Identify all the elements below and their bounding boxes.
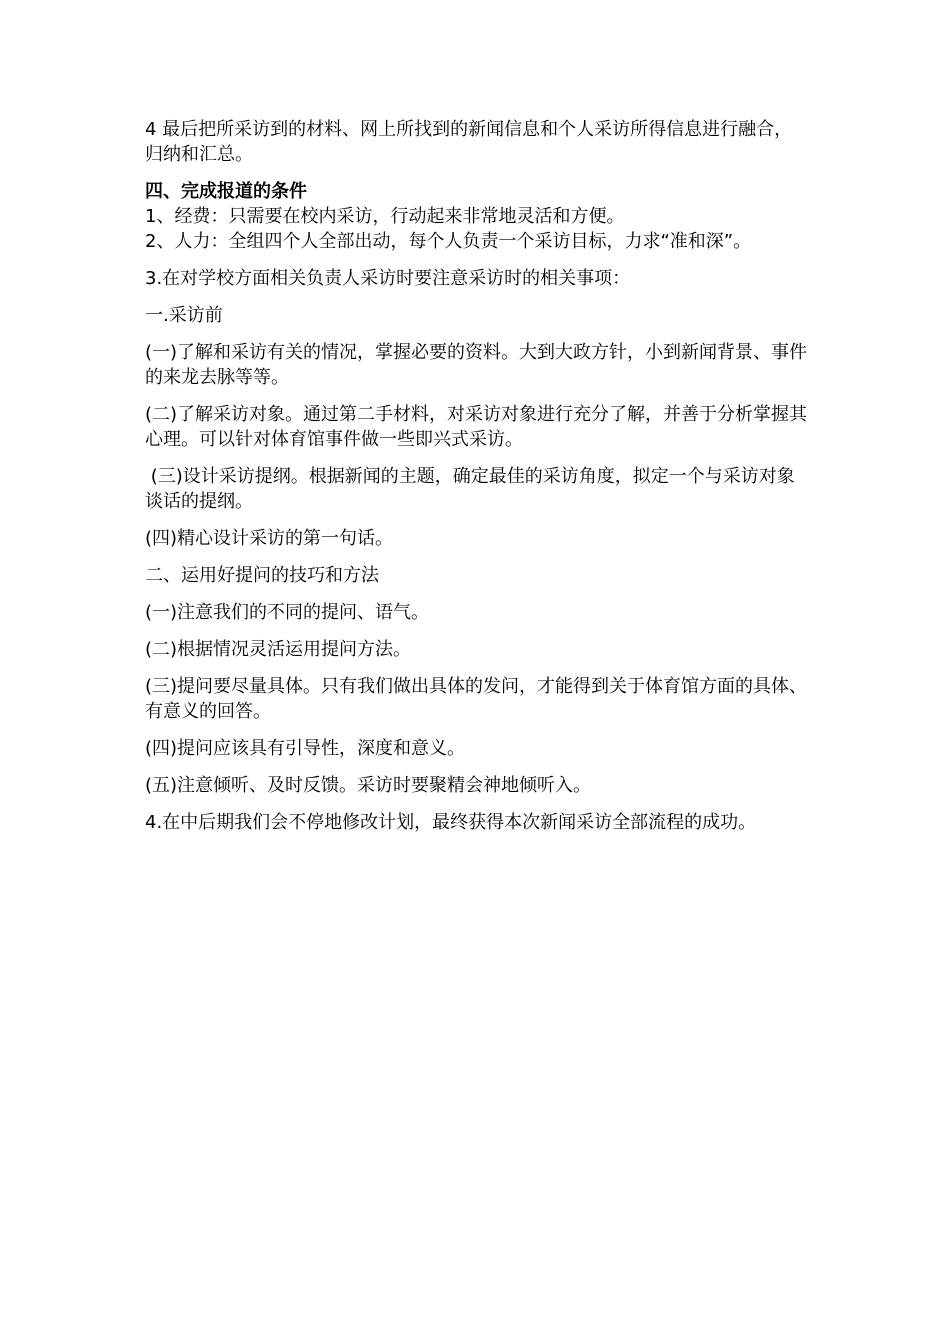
- list-item-question-1: (一)注意我们的不同的提问、语气。: [145, 602, 430, 623]
- list-item-question-5: (五)注意倾听、及时反馈。采访时要聚精会神地倾听入。: [145, 775, 592, 796]
- list-item-before-3: (三)设计采访提纲。根据新闻的主题，确定最佳的采访角度，拟定一个与采访对象谈话的提纲。: [145, 466, 795, 512]
- list-item-before-2: (二)了解采访对象。通过第二手材料，对采访对象进行充分了解，并善于分析掌握其心理。可以针对体育馆事件做一些即兴式采访。: [145, 404, 808, 450]
- subheading-before-interview: 一.采访前: [145, 305, 223, 326]
- paragraph-interview-notes: 3.在对学校方面相关负责人采访时要注意采访时的相关事项：: [145, 268, 631, 289]
- section-heading-conditions: 四、完成报道的条件: [145, 181, 307, 202]
- paragraph-manpower: 2、人力：全组四个人全部出动，每个人负责一个采访目标，力求“准和深”。: [145, 231, 752, 252]
- list-item-before-1: (一)了解和采访有关的情况，掌握必要的资料。大到大政方针，小到新闻背景、事件的来龙去脉等等。: [145, 342, 808, 388]
- subheading-questioning: 二、运用好提问的技巧和方法: [145, 565, 379, 586]
- paragraph-summary-step: 4 最后把所采访到的材料、网上所找到的新闻信息和个人采访所得信息进行融合，归纳和汇总。: [145, 119, 793, 165]
- list-item-question-2: (二)根据情况灵活运用提问方法。: [145, 639, 412, 660]
- list-item-before-4: (四)精心设计采访的第一句话。: [145, 528, 394, 549]
- list-item-question-3: (三)提问要尽量具体。只有我们做出具体的发问，才能得到关于体育馆方面的具体、有意义的回答。: [145, 676, 808, 722]
- paragraph-funding: 1、经费：只需要在校内采访，行动起来非常地灵活和方便。: [145, 206, 625, 227]
- document-body: [145, 117, 810, 847]
- list-item-question-4: (四)提问应该具有引导性，深度和意义。: [145, 738, 466, 759]
- paragraph-final-plan: 4.在中后期我们会不停地修改计划，最终获得本次新闻采访全部流程的成功。: [145, 812, 757, 833]
